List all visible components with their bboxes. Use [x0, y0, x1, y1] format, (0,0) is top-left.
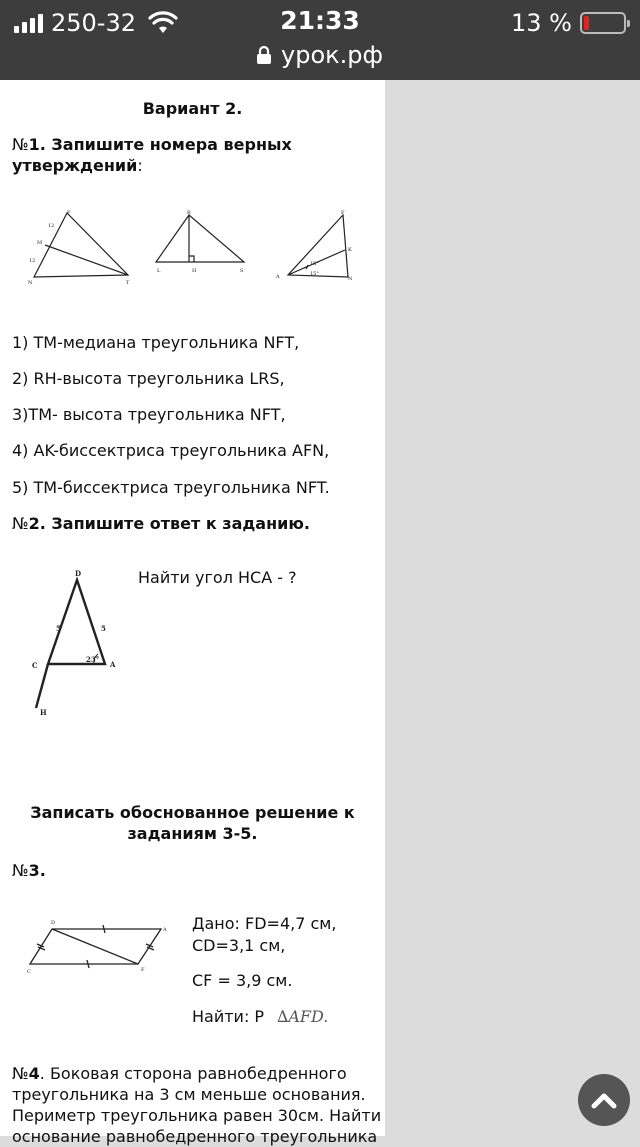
svg-text:F: F	[341, 210, 345, 216]
svg-text:H: H	[40, 708, 47, 717]
find-formula: ∆AFD.	[277, 1007, 329, 1026]
status-right	[511, 8, 626, 38]
q2-question: Найти угол HCA - ?	[138, 568, 297, 587]
url-text: урок.рф	[281, 41, 383, 69]
clock: 21:33	[280, 6, 360, 35]
statement-1: 1) TM-медиана треугольника NFT,	[12, 333, 300, 352]
svg-text:H: H	[192, 268, 197, 274]
statement-3: 3)TM- высота треугольника NFT,	[12, 405, 286, 424]
svg-text:S: S	[240, 268, 244, 274]
section-title: Записать обоснованное решение к заданиям 3-5.	[30, 803, 355, 843]
page-background	[385, 80, 640, 1136]
q4-text-line-4: основание равнобедренного треугольника	[12, 1127, 378, 1146]
svg-text:C: C	[32, 661, 38, 670]
svg-text:K: K	[348, 247, 352, 253]
svg-text:5: 5	[56, 624, 61, 633]
statement-4: 4) AK-биссектриса треугольника AFN,	[12, 441, 330, 460]
svg-text:5: 5	[101, 624, 106, 633]
svg-text:N: N	[28, 280, 33, 286]
svg-text:D: D	[51, 920, 56, 926]
svg-text:23°: 23°	[86, 655, 100, 664]
svg-text:R: R	[187, 210, 191, 216]
statement-5: 5) TM-биссектриса треугольника NFT.	[12, 478, 330, 497]
battery-icon	[580, 12, 626, 34]
svg-text:C: C	[27, 969, 31, 975]
svg-text:15°: 15°	[310, 261, 319, 267]
svg-text:L: L	[157, 268, 161, 274]
svg-text:A: A	[276, 274, 280, 280]
svg-text:A: A	[110, 660, 116, 669]
q2-triangle-figure	[28, 568, 128, 718]
q4-text-line-2: треугольника на 3 см меньше основания.	[12, 1085, 366, 1104]
q1-triangles-figure	[26, 210, 361, 290]
status-bar	[0, 0, 640, 80]
chevron-up-icon	[591, 1091, 617, 1109]
scroll-top-button[interactable]	[578, 1074, 630, 1126]
svg-text:12: 12	[48, 223, 55, 229]
svg-text:15°: 15°	[310, 271, 319, 277]
find-line: Найти: P ∆AFD.	[192, 1007, 329, 1026]
q2-heading: №2. Запишите ответ к заданию.	[12, 514, 310, 533]
svg-text:F: F	[141, 967, 145, 973]
svg-text:12: 12	[29, 258, 36, 264]
given-line-1: Дано: FD=4,7 см,	[192, 914, 337, 933]
q4-text-line-3: Периметр треугольника равен 30см. Найти	[12, 1106, 382, 1125]
svg-text:A: A	[163, 927, 167, 933]
q3-heading: №3.	[12, 861, 46, 880]
svg-text:N: N	[348, 276, 353, 282]
document-page	[0, 80, 385, 1146]
given-line-2: CD=3,1 см,	[192, 936, 286, 955]
svg-text:D: D	[75, 569, 82, 578]
svg-text:M: M	[37, 240, 43, 246]
q3-parallelogram-figure	[24, 915, 169, 977]
carrier-name: 250-32	[51, 9, 137, 37]
svg-text:F: F	[67, 210, 71, 216]
variant-title: Вариант 2.	[142, 99, 243, 118]
given-line-3: CF = 3,9 см.	[192, 971, 293, 990]
battery-percent: 13 %	[511, 9, 572, 37]
lock-icon	[257, 46, 271, 64]
statement-2: 2) RH-высота треугольника LRS,	[12, 369, 285, 388]
address-bar[interactable]	[0, 40, 640, 70]
q4-text-line-1: №4. Боковая сторона равнобедренного	[12, 1064, 347, 1083]
q1-heading: №1. Запишите номера верных утверждений:	[12, 135, 292, 175]
svg-text:T: T	[126, 280, 130, 286]
